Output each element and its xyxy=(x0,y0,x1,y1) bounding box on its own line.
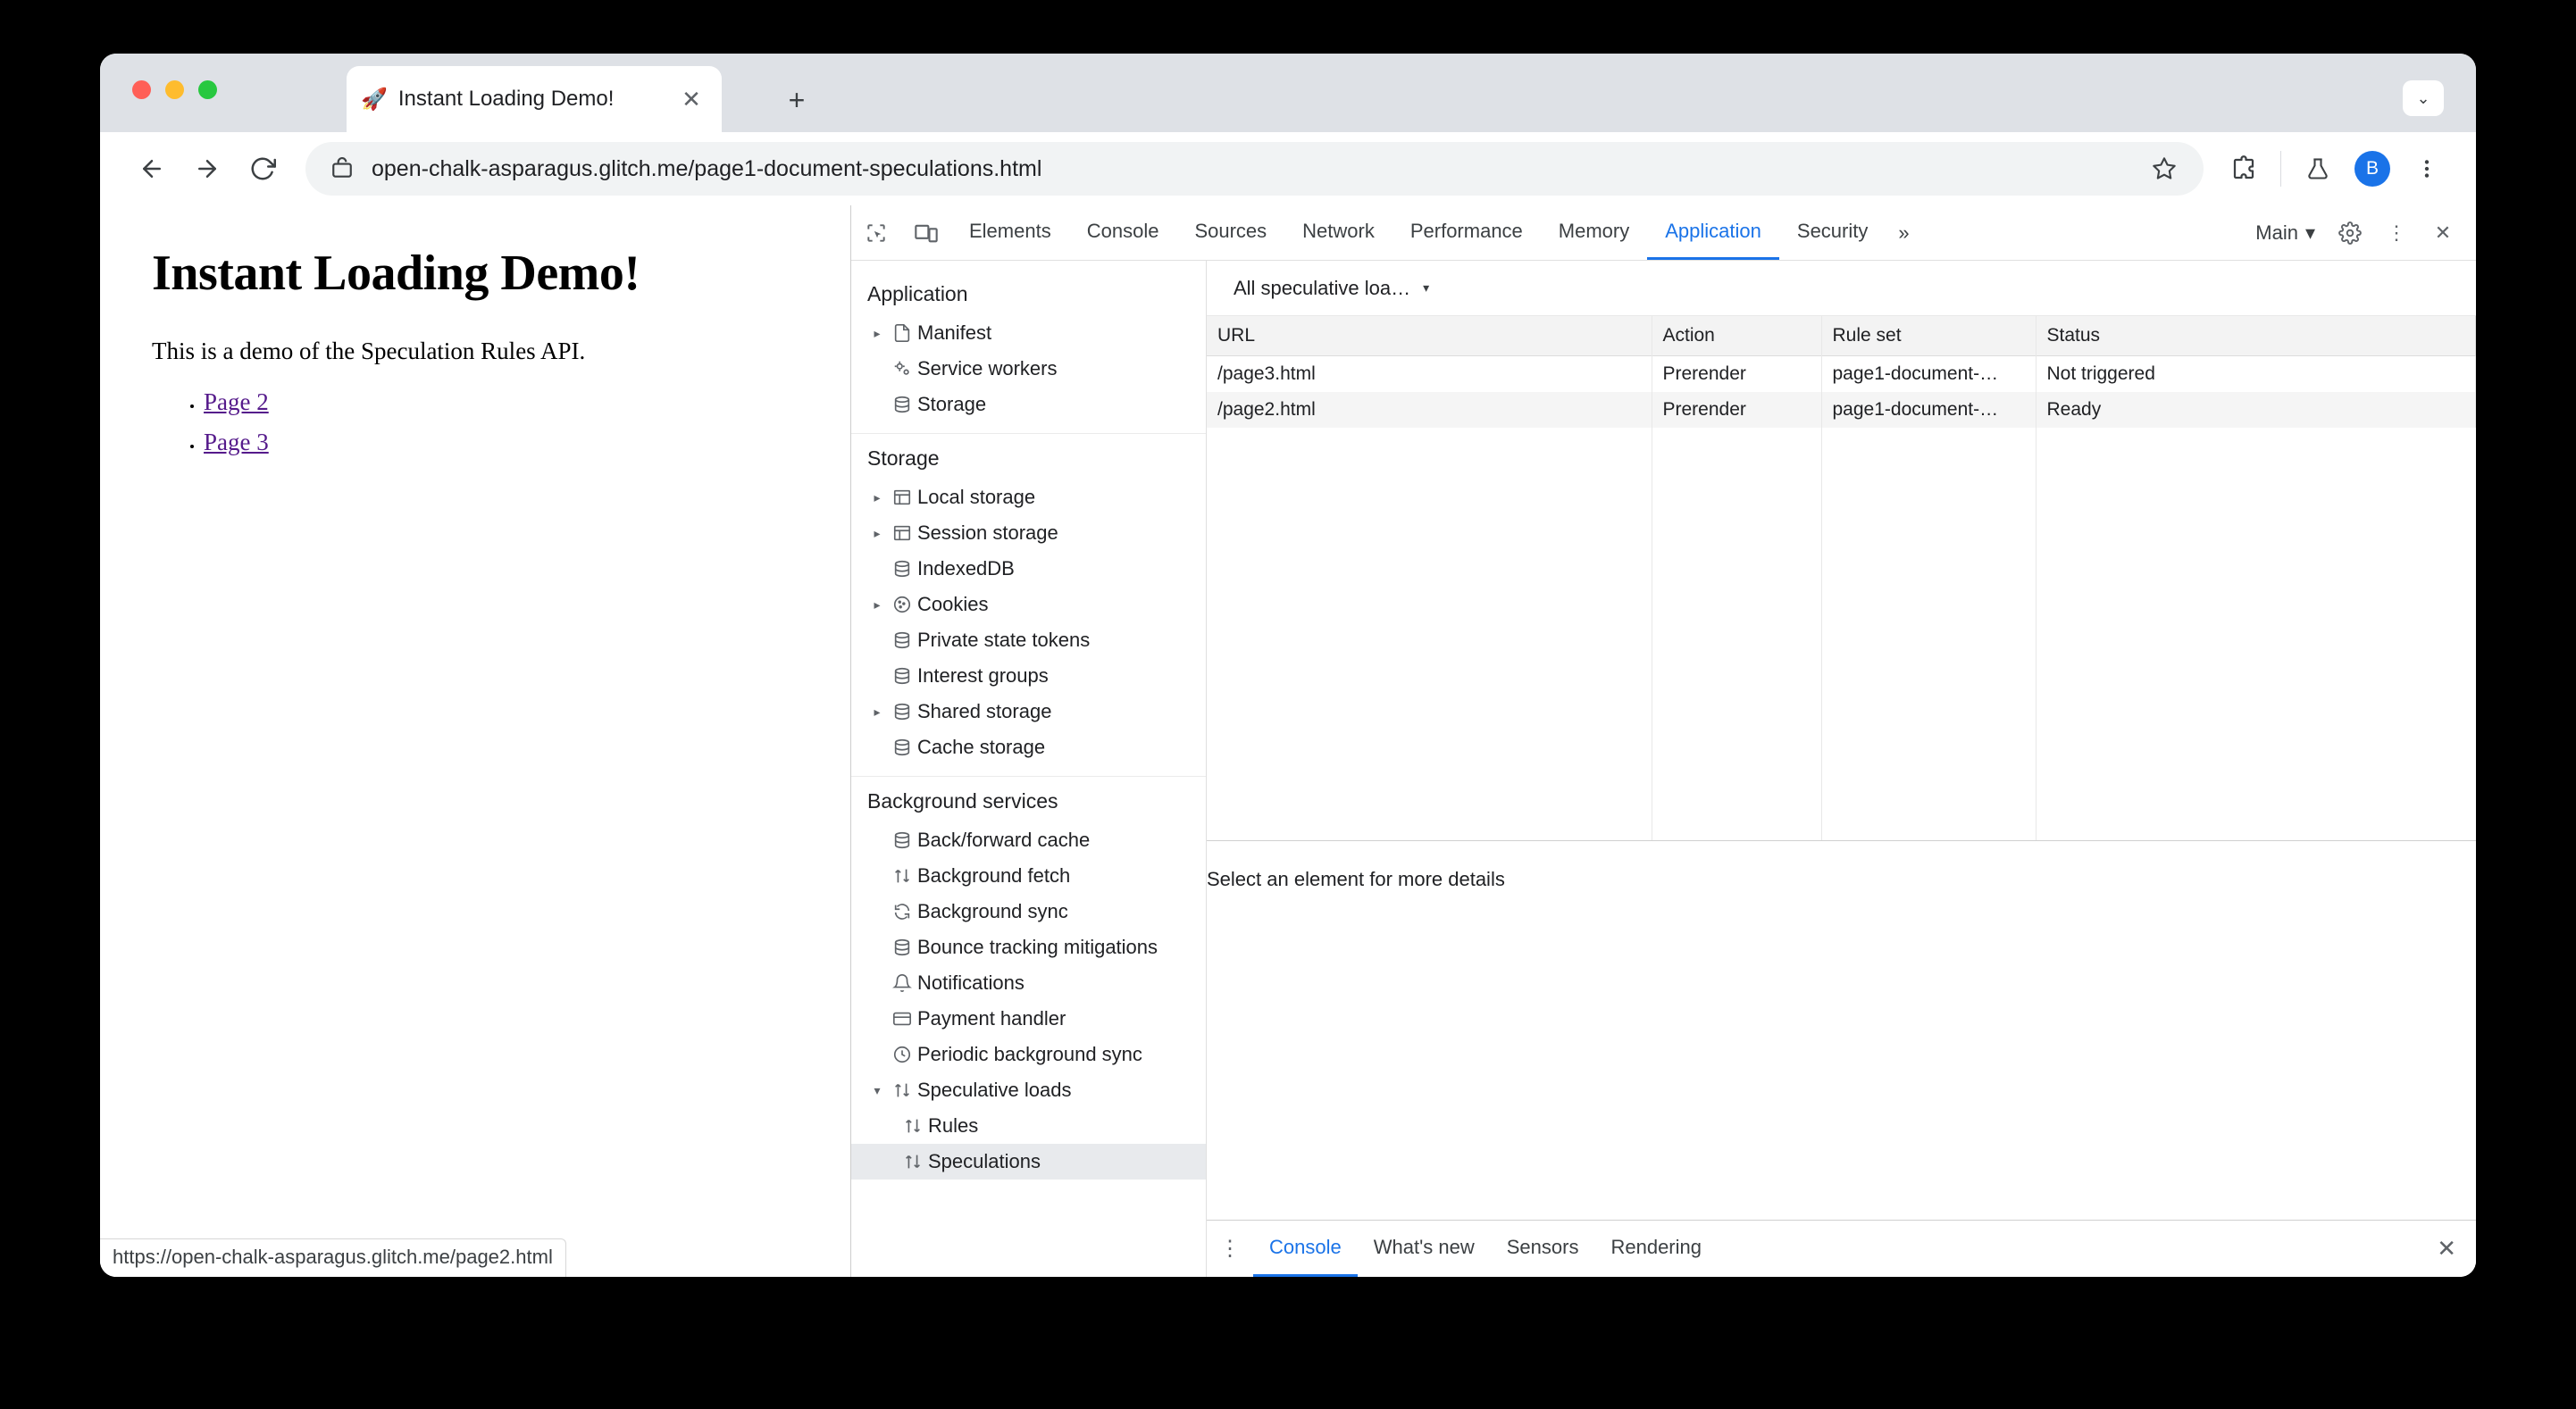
sync-icon xyxy=(887,902,917,921)
tab-application[interactable]: Application xyxy=(1647,205,1779,260)
close-tab-icon[interactable]: ✕ xyxy=(682,85,701,113)
toolbar-divider xyxy=(2280,151,2281,187)
tab-performance[interactable]: Performance xyxy=(1409,220,1523,242)
tab-title: Instant Loading Demo! xyxy=(397,87,615,111)
devtools-tabbar xyxy=(851,205,2476,261)
browser-content xyxy=(100,205,2476,1277)
sidebar-item-local-storage[interactable] xyxy=(851,479,1206,515)
sidebar-item-label: Payment handler xyxy=(917,1007,1066,1030)
web-page-viewport xyxy=(100,205,850,1277)
sidebar-group-title: Storage xyxy=(867,446,940,470)
sidebar-item-label: Background sync xyxy=(917,900,1068,922)
cell-action: Prerender xyxy=(1652,355,1821,392)
chevron-right-icon[interactable]: ▸ xyxy=(874,596,881,612)
arrows-icon xyxy=(898,1116,928,1136)
speculations-table-container[interactable] xyxy=(1207,316,2476,841)
table-header-row xyxy=(1207,316,2476,355)
devtools-panel xyxy=(850,205,2476,1277)
sidebar-item-label: Service workers xyxy=(917,357,1058,379)
site-info-icon[interactable] xyxy=(327,154,357,184)
sidebar-item-cookies[interactable] xyxy=(851,587,1206,622)
sidebar-item-private-state-tokens[interactable] xyxy=(851,622,1206,658)
sidebar-item-label: Back/forward cache xyxy=(917,829,1091,851)
sidebar-item-interest-groups[interactable] xyxy=(851,658,1206,694)
database-icon xyxy=(887,702,917,721)
column-header-action[interactable]: Action xyxy=(1652,316,1821,355)
extensions-icon[interactable] xyxy=(2221,146,2266,191)
labs-flask-icon[interactable] xyxy=(2296,146,2340,191)
sidebar-group-title: Background services xyxy=(867,789,1058,813)
devtools-body xyxy=(851,261,2476,1277)
chevron-down-icon[interactable]: ▾ xyxy=(874,1082,881,1097)
new-tab-button[interactable]: + xyxy=(788,83,806,116)
bell-icon xyxy=(887,973,917,993)
arrows-icon xyxy=(887,1080,917,1100)
sidebar-item-service-workers[interactable] xyxy=(851,351,1206,387)
sidebar-item-speculative-loads[interactable] xyxy=(851,1072,1206,1108)
context-selector[interactable] xyxy=(2246,221,2324,245)
sidebar-item-label: Session storage xyxy=(917,521,1058,544)
speculation-filter-select[interactable] xyxy=(1225,273,1438,304)
table-icon xyxy=(887,523,917,543)
card-icon xyxy=(887,1009,917,1029)
drawer-tab-console[interactable]: Console xyxy=(1253,1221,1358,1277)
sidebar-group-application xyxy=(851,270,1206,434)
forward-button[interactable] xyxy=(182,144,232,194)
sidebar-item-label: Storage xyxy=(917,393,987,415)
link-page-3[interactable]: Page 3 xyxy=(204,429,269,455)
column-header-url[interactable]: URL xyxy=(1207,316,1652,355)
sidebar-item-label: Private state tokens xyxy=(917,629,1091,651)
close-drawer-icon[interactable]: ✕ xyxy=(2437,1235,2456,1262)
context-selector-label: Main xyxy=(2255,221,2298,244)
sidebar-item-session-storage[interactable] xyxy=(851,515,1206,551)
sidebar-item-notifications[interactable] xyxy=(851,965,1206,1001)
window-controls xyxy=(132,80,217,99)
table-row[interactable] xyxy=(1207,355,2476,392)
database-icon xyxy=(887,938,917,957)
bookmark-star-icon[interactable] xyxy=(2146,151,2182,187)
tab-elements[interactable]: Elements xyxy=(969,220,1051,242)
sidebar-item-label: IndexedDB xyxy=(917,557,1015,579)
cell-status: Not triggered xyxy=(2036,355,2476,392)
sidebar-group-storage xyxy=(851,434,1206,777)
speculations-panel xyxy=(1207,261,2476,1277)
rocket-favicon-icon: 🚀 xyxy=(361,87,388,112)
cell-url: /page3.html xyxy=(1207,355,1652,392)
speculations-filter-bar xyxy=(1207,261,2476,316)
reload-button[interactable] xyxy=(238,144,288,194)
address-bar[interactable] xyxy=(305,142,2204,196)
column-header-status[interactable]: Status xyxy=(2036,316,2476,355)
tab-console[interactable]: Console xyxy=(1086,220,1159,242)
browser-toolbar xyxy=(100,132,2476,205)
cell-rule-set: page1-document-… xyxy=(1821,392,2036,428)
more-tabs-icon[interactable]: » xyxy=(1898,221,1910,244)
sidebar-item-label: Speculative loads xyxy=(917,1079,1072,1101)
close-devtools-icon[interactable]: ✕ xyxy=(2434,221,2452,244)
sidebar-group-background-services xyxy=(851,777,1206,1190)
browser-window xyxy=(100,54,2476,1277)
sidebar-item-indexeddb[interactable] xyxy=(851,551,1206,587)
sidebar-item-label: Background fetch xyxy=(917,864,1071,887)
tab-network[interactable]: Network xyxy=(1302,220,1375,242)
sidebar-item-background-sync[interactable] xyxy=(851,894,1206,930)
close-window-button[interactable] xyxy=(132,80,151,99)
application-sidebar xyxy=(851,261,1207,1277)
database-icon xyxy=(887,559,917,579)
speculations-table xyxy=(1207,316,2476,428)
back-button[interactable] xyxy=(127,144,177,194)
tab-search-chevron-down-icon[interactable]: ⌄ xyxy=(2403,80,2444,116)
avatar[interactable]: B xyxy=(2354,151,2390,187)
details-placeholder-text: Select an element for more details xyxy=(1207,868,1505,890)
sidebar-item-label: Periodic background sync xyxy=(917,1043,1142,1065)
drawer-menu-icon[interactable]: ⋮ xyxy=(1219,1237,1241,1261)
sidebar-item-shared-storage[interactable] xyxy=(851,694,1206,730)
cookie-icon xyxy=(887,595,917,614)
browser-tab[interactable] xyxy=(347,66,722,132)
database-icon xyxy=(887,738,917,757)
link-page-2[interactable]: Page 2 xyxy=(204,388,269,415)
chevron-down-icon: ▾ xyxy=(2304,221,2315,244)
sidebar-item-label: Cookies xyxy=(917,593,989,615)
drawer-tab-sensors[interactable]: Sensors xyxy=(1506,1236,1579,1258)
cell-action: Prerender xyxy=(1652,392,1821,428)
drawer-tab-whats-new[interactable]: What's new xyxy=(1373,1236,1475,1258)
maximize-window-button[interactable] xyxy=(198,80,217,99)
sidebar-item-label: Local storage xyxy=(917,486,1036,508)
sidebar-item-payment-handler[interactable] xyxy=(851,1001,1206,1037)
database-icon xyxy=(887,630,917,650)
browser-titlebar xyxy=(100,54,2476,132)
sidebar-item-back-forward-cache[interactable] xyxy=(851,822,1206,858)
database-icon xyxy=(887,395,917,414)
sidebar-item-label: Manifest xyxy=(917,321,992,344)
tab-sources[interactable]: Sources xyxy=(1194,220,1267,242)
document-icon xyxy=(887,323,917,343)
sidebar-item-label: Cache storage xyxy=(917,736,1046,758)
devtools-tabbar-actions xyxy=(2246,205,2476,260)
devtools-more-options-icon[interactable]: ⋮ xyxy=(2387,221,2406,244)
cell-status: Ready xyxy=(2036,392,2476,428)
table-row[interactable] xyxy=(1207,392,2476,428)
chevron-down-icon: ▾ xyxy=(1423,280,1430,295)
speculation-filter-value: All speculative loa… xyxy=(1234,276,1411,299)
sidebar-item-label: Shared storage xyxy=(917,700,1052,722)
chevron-right-icon[interactable]: ▸ xyxy=(874,489,881,504)
sidebar-item-label: Interest groups xyxy=(917,664,1049,687)
status-bubble: https://open-chalk-asparagus.glitch.me/page2.html xyxy=(100,1238,566,1277)
sidebar-item-label: Rules xyxy=(928,1114,979,1137)
tab-memory[interactable]: Memory xyxy=(1558,220,1630,242)
drawer-tab-rendering[interactable]: Rendering xyxy=(1610,1236,1702,1258)
sidebar-item-cache-storage[interactable] xyxy=(851,730,1206,765)
clock-icon xyxy=(887,1045,917,1064)
chevron-right-icon[interactable]: ▸ xyxy=(874,525,881,540)
page-paragraph: This is a demo of the Speculation Rules API. xyxy=(152,338,586,364)
tab-security[interactable]: Security xyxy=(1796,220,1869,242)
sidebar-item-background-fetch[interactable] xyxy=(851,858,1206,894)
speculation-details-pane xyxy=(1207,841,2476,1220)
sidebar-item-bounce-tracking-mitigations[interactable] xyxy=(851,930,1206,965)
sidebar-item-storage[interactable] xyxy=(851,387,1206,422)
page-link-list xyxy=(152,388,850,456)
list-item xyxy=(204,429,850,456)
arrows-icon xyxy=(898,1152,928,1171)
column-header-rule-set[interactable]: Rule set xyxy=(1821,316,2036,355)
device-toolbar-icon[interactable] xyxy=(901,205,951,260)
sidebar-item-periodic-background-sync[interactable] xyxy=(851,1037,1206,1072)
minimize-window-button[interactable] xyxy=(165,80,184,99)
sidebar-item-rules[interactable] xyxy=(851,1108,1206,1144)
sidebar-item-label: Notifications xyxy=(917,971,1025,994)
sidebar-group-title: Application xyxy=(867,282,968,305)
sidebar-item-manifest[interactable] xyxy=(851,315,1206,351)
sidebar-item-label: Speculations xyxy=(928,1150,1041,1172)
address-bar-url: open-chalk-asparagus.glitch.me/page1-document-speculations.html xyxy=(372,155,1042,181)
chevron-right-icon[interactable]: ▸ xyxy=(874,704,881,719)
chevron-right-icon[interactable]: ▸ xyxy=(874,325,881,340)
list-item xyxy=(204,388,850,416)
database-icon xyxy=(887,666,917,686)
cell-url: /page2.html xyxy=(1207,392,1652,428)
page-title: Instant Loading Demo! xyxy=(152,246,640,301)
sidebar-item-label: Bounce tracking mitigations xyxy=(917,936,1158,958)
settings-gear-icon[interactable] xyxy=(2329,213,2371,254)
sidebar-item-speculations[interactable] xyxy=(851,1144,1206,1180)
arrows-icon xyxy=(887,866,917,886)
inspect-element-icon[interactable] xyxy=(851,205,901,260)
browser-menu-icon[interactable] xyxy=(2405,146,2449,191)
cell-rule-set: page1-document-… xyxy=(1821,355,2036,392)
database-icon xyxy=(887,830,917,850)
devtools-drawer xyxy=(1207,1220,2476,1277)
gear-icon xyxy=(887,359,917,379)
table-icon xyxy=(887,488,917,507)
